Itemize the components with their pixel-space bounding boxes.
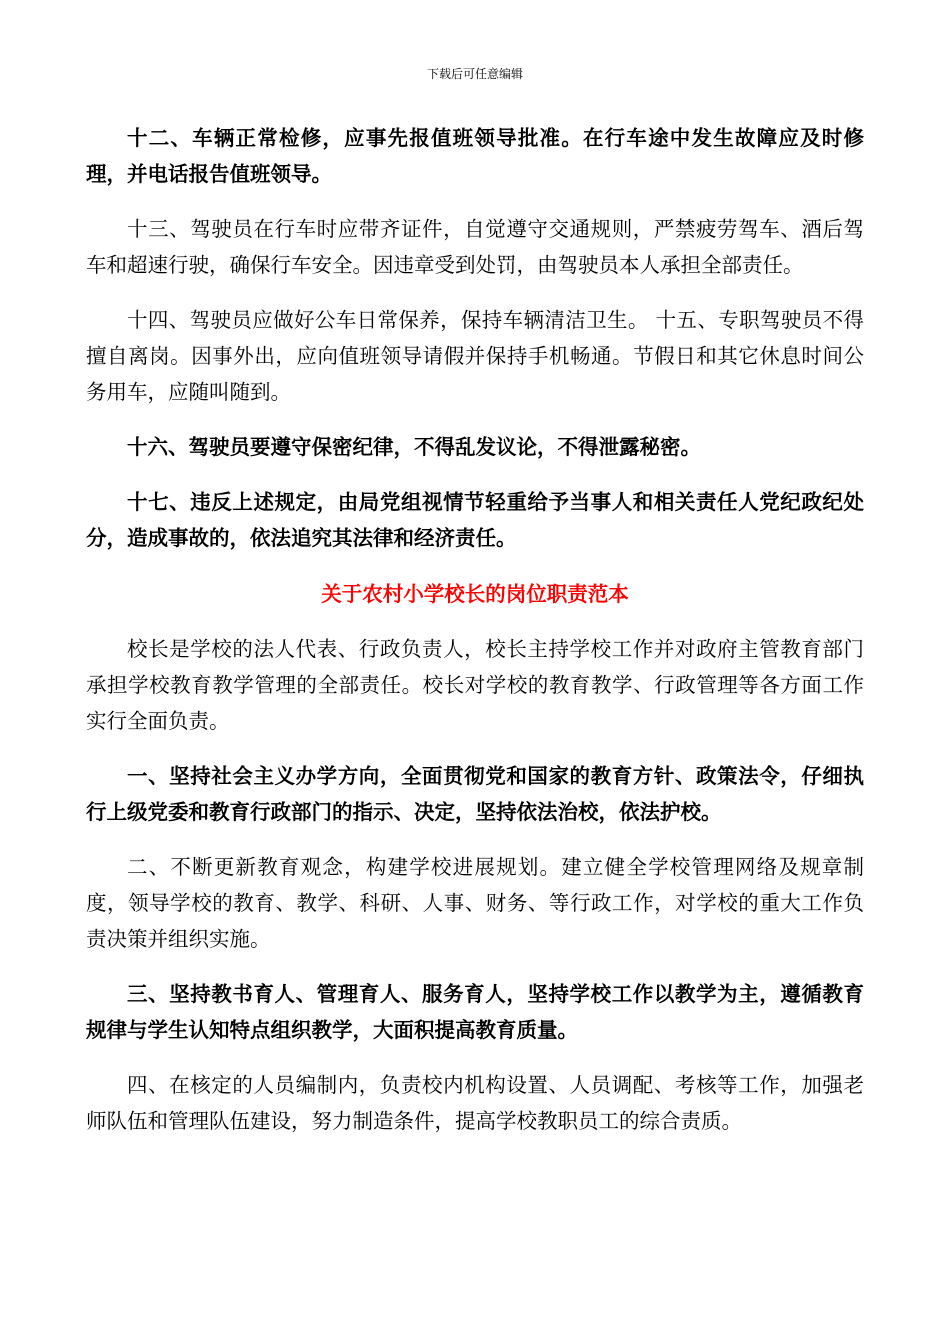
- header-note: 下载后可任意编辑: [426, 67, 523, 81]
- paragraph-rule-12: 十二、车辆正常检修，应事先报值班领导批准。在行车途中发生故障应及时修理，并电话报告值班领导。: [86, 126, 864, 186]
- paragraph-duty-1: 一、坚持社会主义办学方向，全面贯彻党和国家的教育方针、政策法令，仔细执行上级党委和教育行政部门的指示、决定，坚持依法治校，依法护校。: [86, 764, 864, 824]
- section-title: 关于农村小学校长的岗位职责范本: [321, 582, 629, 606]
- paragraph-rule-16: 十六、驾驶员要遵守保密纪律，不得乱发议论，不得泄露秘密。: [127, 435, 701, 459]
- paragraph-rule-13: 十三、驾驶员在行车时应带齐证件，自觉遵守交通规则，严禁疲劳驾车、酒后驾车和超速行驶，确保行车安全。因违章受到处罚，由驾驶员本人承担全部责任。: [86, 217, 864, 277]
- paragraph-rule-17: 十七、违反上述规定，由局党组视情节轻重给予当事人和相关责任人党纪政纪处分，造成事故的，依法追究其法律和经济责任。: [86, 490, 864, 550]
- paragraph-principal-intro: 校长是学校的法人代表、行政负责人，校长主持学校工作并对政府主管教育部门承担学校教育教学管理的全部责任。校长对学校的教育教学、行政管理等各方面工作实行全面负责。: [86, 637, 864, 733]
- document-body: [86, 120, 864, 1139]
- paragraph-duty-2: 二、不断更新教育观念，构建学校进展规划。建立健全学校管理网络及规章制度，领导学校的教育、教学、科研、人事、财务、等行政工作，对学校的重大工作负责决策并组织实施。: [86, 855, 864, 951]
- paragraph-duty-4: 四、在核定的人员编制内，负责校内机构设置、人员调配、考核等工作，加强老师队伍和管理队伍建设，努力制造条件，提高学校教职员工的综合责质。: [86, 1073, 864, 1133]
- paragraph-duty-3: 三、坚持教书育人、管理育人、服务育人，坚持学校工作以教学为主，遵循教育规律与学生认知特点组织教学，大面积提高教育质量。: [86, 982, 864, 1042]
- paragraph-rule-14-15: 十四、驾驶员应做好公车日常保养，保持车辆清洁卫生。 十五、专职驾驶员不得擅自离岗。因事外出，应向值班领导请假并保持手机畅通。节假日和其它休息时间公务用车，应随叫随到。: [86, 308, 864, 404]
